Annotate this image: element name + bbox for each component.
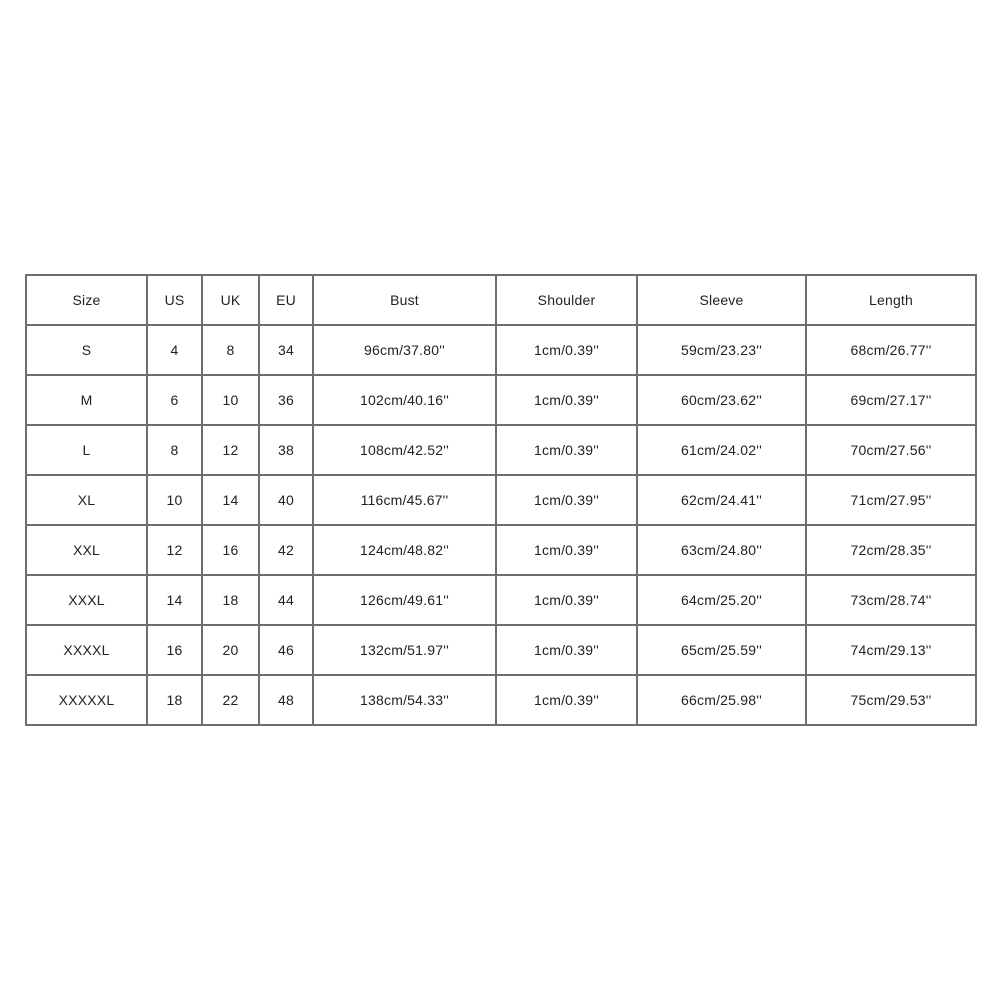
cell-shoulder: 1cm/0.39'' <box>496 675 637 725</box>
cell-size: XXXL <box>26 575 147 625</box>
cell-size: XL <box>26 475 147 525</box>
cell-shoulder: 1cm/0.39'' <box>496 525 637 575</box>
cell-us: 18 <box>147 675 202 725</box>
cell-shoulder: 1cm/0.39'' <box>496 575 637 625</box>
cell-us: 6 <box>147 375 202 425</box>
cell-uk: 14 <box>202 475 259 525</box>
cell-size: L <box>26 425 147 475</box>
header-cell-uk: UK <box>202 275 259 325</box>
cell-eu: 38 <box>259 425 313 475</box>
cell-shoulder: 1cm/0.39'' <box>496 325 637 375</box>
cell-shoulder: 1cm/0.39'' <box>496 625 637 675</box>
cell-bust: 126cm/49.61'' <box>313 575 496 625</box>
table-row <box>26 325 976 375</box>
cell-size: M <box>26 375 147 425</box>
cell-length: 74cm/29.13'' <box>806 625 976 675</box>
cell-sleeve: 61cm/24.02'' <box>637 425 806 475</box>
cell-bust: 108cm/42.52'' <box>313 425 496 475</box>
cell-us: 10 <box>147 475 202 525</box>
cell-sleeve: 59cm/23.23'' <box>637 325 806 375</box>
cell-uk: 10 <box>202 375 259 425</box>
cell-sleeve: 66cm/25.98'' <box>637 675 806 725</box>
cell-bust: 96cm/37.80'' <box>313 325 496 375</box>
cell-sleeve: 65cm/25.59'' <box>637 625 806 675</box>
cell-uk: 22 <box>202 675 259 725</box>
cell-us: 4 <box>147 325 202 375</box>
cell-eu: 40 <box>259 475 313 525</box>
table-row <box>26 675 976 725</box>
cell-uk: 8 <box>202 325 259 375</box>
table-row <box>26 475 976 525</box>
header-cell-bust: Bust <box>313 275 496 325</box>
cell-size: XXL <box>26 525 147 575</box>
cell-length: 73cm/28.74'' <box>806 575 976 625</box>
cell-sleeve: 62cm/24.41'' <box>637 475 806 525</box>
header-cell-us: US <box>147 275 202 325</box>
cell-sleeve: 64cm/25.20'' <box>637 575 806 625</box>
cell-length: 68cm/26.77'' <box>806 325 976 375</box>
table-row <box>26 525 976 575</box>
cell-bust: 116cm/45.67'' <box>313 475 496 525</box>
cell-size: S <box>26 325 147 375</box>
cell-bust: 132cm/51.97'' <box>313 625 496 675</box>
cell-shoulder: 1cm/0.39'' <box>496 375 637 425</box>
table-row <box>26 575 976 625</box>
cell-eu: 48 <box>259 675 313 725</box>
cell-uk: 18 <box>202 575 259 625</box>
cell-eu: 44 <box>259 575 313 625</box>
cell-uk: 16 <box>202 525 259 575</box>
cell-size: XXXXL <box>26 625 147 675</box>
cell-us: 12 <box>147 525 202 575</box>
table-row <box>26 625 976 675</box>
header-cell-size: Size <box>26 275 147 325</box>
cell-us: 8 <box>147 425 202 475</box>
cell-length: 69cm/27.17'' <box>806 375 976 425</box>
table-row <box>26 425 976 475</box>
cell-us: 14 <box>147 575 202 625</box>
cell-length: 71cm/27.95'' <box>806 475 976 525</box>
cell-size: XXXXXL <box>26 675 147 725</box>
header-cell-sleeve: Sleeve <box>637 275 806 325</box>
cell-eu: 46 <box>259 625 313 675</box>
size-chart-table <box>25 274 977 726</box>
cell-eu: 42 <box>259 525 313 575</box>
cell-bust: 138cm/54.33'' <box>313 675 496 725</box>
cell-length: 72cm/28.35'' <box>806 525 976 575</box>
cell-sleeve: 63cm/24.80'' <box>637 525 806 575</box>
cell-uk: 20 <box>202 625 259 675</box>
cell-eu: 34 <box>259 325 313 375</box>
cell-bust: 102cm/40.16'' <box>313 375 496 425</box>
cell-shoulder: 1cm/0.39'' <box>496 425 637 475</box>
header-cell-shoulder: Shoulder <box>496 275 637 325</box>
cell-us: 16 <box>147 625 202 675</box>
header-cell-eu: EU <box>259 275 313 325</box>
cell-sleeve: 60cm/23.62'' <box>637 375 806 425</box>
cell-uk: 12 <box>202 425 259 475</box>
cell-eu: 36 <box>259 375 313 425</box>
header-cell-length: Length <box>806 275 976 325</box>
table-row <box>26 375 976 425</box>
cell-length: 70cm/27.56'' <box>806 425 976 475</box>
cell-length: 75cm/29.53'' <box>806 675 976 725</box>
cell-bust: 124cm/48.82'' <box>313 525 496 575</box>
header-row <box>26 275 976 325</box>
cell-shoulder: 1cm/0.39'' <box>496 475 637 525</box>
